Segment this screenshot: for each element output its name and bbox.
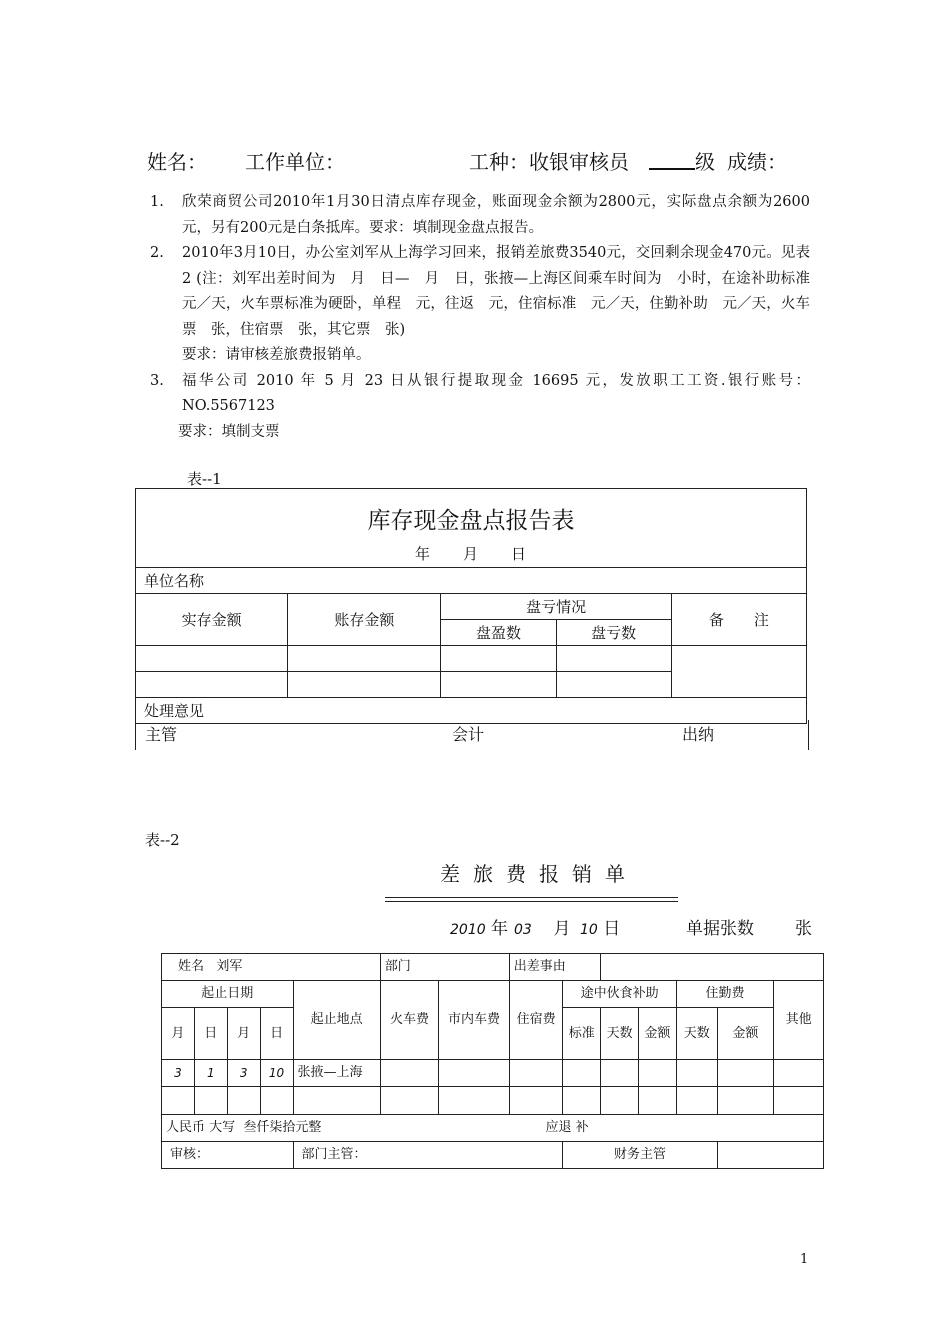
title-rule [385, 901, 678, 902]
question-1 [150, 190, 810, 241]
blank-cell [676, 1060, 717, 1087]
blank-cell [774, 1087, 824, 1115]
score-label: 成绩： [727, 150, 787, 174]
table1-title: 库存现金盘点报告表 [136, 489, 807, 540]
place-header: 起止地点 [293, 981, 380, 1060]
surplus-header: 盘盈数 [441, 620, 556, 646]
year-label: 年 [491, 919, 509, 939]
cashier-label: 出纳 [682, 725, 715, 744]
question-number: 3. [150, 372, 164, 389]
month-header: 月 [162, 1008, 195, 1060]
blank-cell [227, 1087, 260, 1115]
remark-cell [671, 646, 806, 698]
date-year [450, 914, 508, 939]
month-header: 月 [227, 1008, 260, 1060]
blank-cell [439, 1087, 509, 1115]
blank-cell [556, 672, 671, 698]
level-label: 级 [695, 150, 715, 174]
question-2-requirement: 要求：请审核差旅费报销单。 [182, 347, 371, 363]
row1-place: 张掖—上海 [293, 1060, 380, 1087]
rmb-row [162, 1115, 824, 1142]
rmb-value: 叁仟柒拾元整 [243, 1120, 322, 1135]
table2-title: 差旅费报销单 [440, 862, 638, 886]
train-fee-header: 火车费 [380, 981, 439, 1060]
blank-cell [136, 672, 288, 698]
day-header: 日 [194, 1008, 227, 1060]
blank-cell [288, 646, 441, 672]
start-end-date-header: 起止日期 [162, 981, 294, 1008]
refund-label: 应退 补 [545, 1120, 589, 1135]
question-text: 福华公司 2010 年 5 月 23 日从银行提取现金 16695 元，发放职工工资.银行账号：NO.5567123 [182, 372, 810, 414]
amount-header: 金额 [639, 1008, 677, 1060]
rmb-label: 人民币 大写 [166, 1120, 236, 1135]
blank-cell [288, 672, 441, 698]
opinion-label: 处理意见 [136, 698, 807, 724]
dept-label: 部门 [380, 954, 509, 981]
blank-cell [439, 1060, 509, 1087]
deficit-header: 盘亏数 [556, 620, 671, 646]
title-rule [385, 897, 678, 898]
month-label: 月 [553, 919, 571, 939]
question-text: 欣荣商贸公司2010年1月30日清点库存现金，账面现金余额为2800元，实际盘点余额为2600元，另有200元是白条抵库。要求：填制现金盘点报告。 [182, 194, 810, 236]
work-unit-label: 工作单位： [245, 150, 345, 174]
blank-cell [717, 1087, 774, 1115]
standard-header: 标准 [563, 1008, 601, 1060]
blank-cell [441, 672, 556, 698]
meal-subsidy-header: 途中伙食补助 [563, 981, 676, 1008]
row1-month-start: 3 [162, 1060, 195, 1087]
name-label: 姓名 [178, 959, 205, 974]
question-text: 2010年3月10日，办公室刘军从上海学习回来，报销差旅费3540元，交回剩余现金470元。见表2 (注：刘军出差时间为 月 日— 月 日，张掖—上海区间乘车时间为 小时，在途补助标准 元／天，火车票标准为硬卧，单程 元，往返 元，住宿标准 元／天，住勤补助 元／天，火车票 张，住宿票 张，其它票 张) [182, 245, 825, 338]
blank-cell [441, 646, 556, 672]
blank-cell [509, 1060, 563, 1087]
date-day [580, 914, 620, 939]
travel-expense-table [161, 953, 824, 1169]
fin-head-label: 财务主管 [563, 1142, 717, 1169]
blank-cell [676, 1087, 717, 1115]
question-number: 1. [150, 194, 164, 210]
day-value: 10 [580, 922, 598, 938]
accountant-label: 会计 [452, 725, 485, 744]
profit-loss-header: 盘亏情况 [441, 594, 671, 620]
purpose-label: 出差事由 [509, 954, 600, 981]
supervisor-label: 主管 [145, 725, 178, 744]
table1-caption: 表--1 [187, 470, 222, 488]
blank-cell [260, 1087, 293, 1115]
days-header: 天数 [601, 1008, 639, 1060]
blank-cell [717, 1060, 774, 1087]
actual-amount-header: 实存金额 [136, 594, 288, 646]
level-blank [647, 146, 697, 170]
dept-head-label: 部门主管： [293, 1142, 563, 1169]
question-number: 2. [150, 245, 164, 261]
other-header: 其他 [774, 981, 824, 1060]
blank-cell [136, 646, 288, 672]
year-value: 2010 [450, 922, 486, 938]
blank-cell [194, 1087, 227, 1115]
table2-caption: 表--2 [145, 831, 180, 849]
remark-header: 备 注 [671, 594, 806, 646]
day-label: 日 [603, 919, 621, 939]
docs-count-unit: 张 [795, 919, 812, 939]
docs-count-label: 单据张数 [686, 919, 754, 939]
blank-cell [639, 1087, 677, 1115]
stay-fee-header: 住勤费 [676, 981, 773, 1008]
blank-cell [601, 1060, 639, 1087]
blank-cell [380, 1060, 439, 1087]
day-header: 日 [260, 1008, 293, 1060]
review-label: 审核： [162, 1142, 294, 1169]
blank-cell [380, 1087, 439, 1115]
lodging-fee-header: 住宿费 [509, 981, 563, 1060]
table1-date: 年 月 日 [136, 539, 807, 568]
blank-cell [162, 1087, 195, 1115]
month-value: 03 [514, 922, 532, 938]
name-label: 姓名： [147, 150, 207, 174]
row1-month-end: 3 [227, 1060, 260, 1087]
blank-cell [563, 1087, 601, 1115]
row1-day-start: 1 [194, 1060, 227, 1087]
question-list [150, 190, 825, 445]
page-number: 1 [800, 1252, 809, 1267]
city-fee-header: 市内车费 [439, 981, 509, 1060]
blank-cell [717, 1142, 823, 1169]
name-value: 刘军 [216, 959, 243, 974]
question-2 [150, 241, 825, 343]
question-3 [150, 369, 810, 420]
blank-cell [556, 646, 671, 672]
blank-cell [774, 1060, 824, 1087]
blank-cell [639, 1060, 677, 1087]
job-label: 工种：收银审核员 [469, 150, 629, 174]
book-amount-header: 账存金额 [288, 594, 441, 646]
question-3-requirement: 要求：填制支票 [178, 423, 280, 440]
unit-name-label: 单位名称 [136, 568, 807, 594]
amount-header: 金额 [717, 1008, 774, 1060]
blank-cell [293, 1087, 380, 1115]
blank-cell [601, 1087, 639, 1115]
name-cell [162, 954, 381, 981]
blank-cell [509, 1087, 563, 1115]
blank-cell [563, 1060, 601, 1087]
row1-day-end: 10 [260, 1060, 293, 1087]
days-header: 天数 [676, 1008, 717, 1060]
cash-count-report-table [135, 488, 807, 724]
date-month [514, 914, 570, 939]
purpose-value [601, 954, 824, 981]
